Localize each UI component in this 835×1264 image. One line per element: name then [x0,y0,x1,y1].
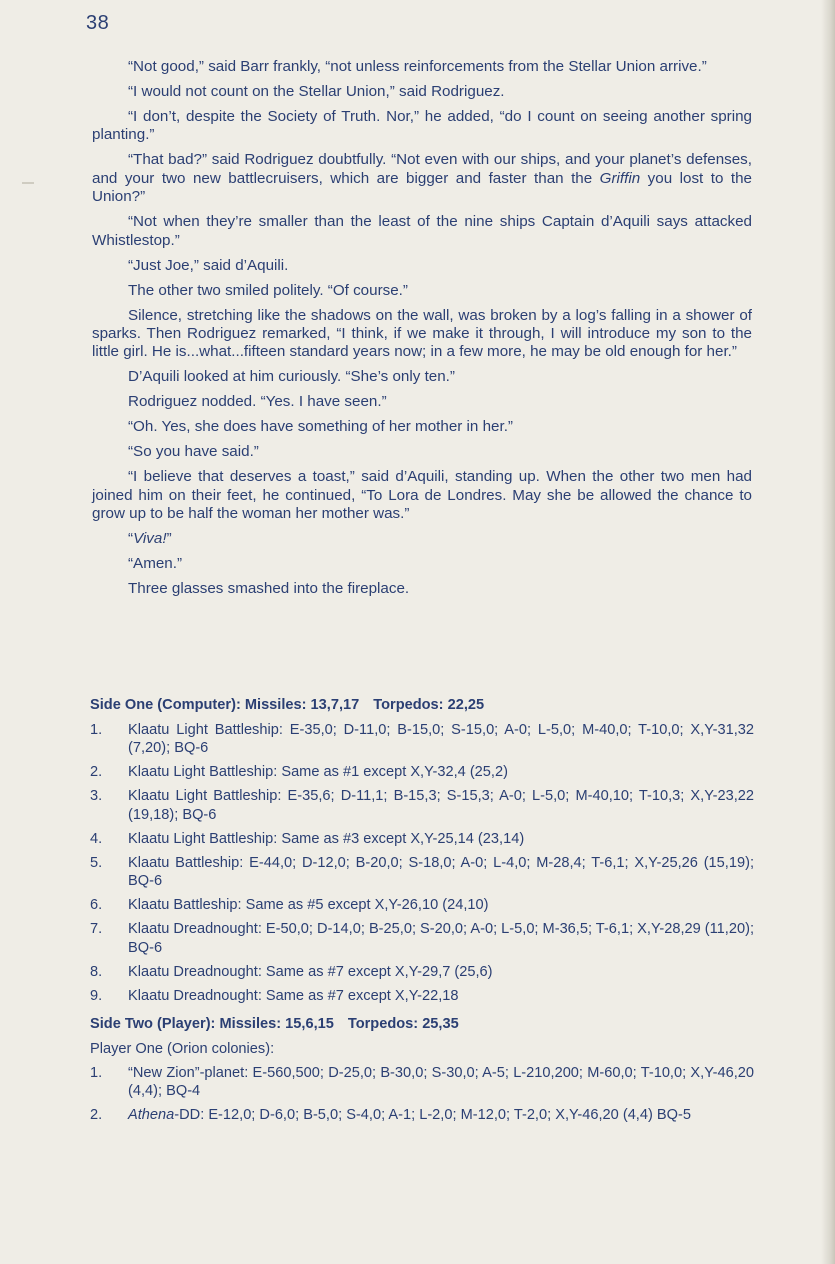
story-paragraph: D’Aquili looked at him curiously. “She’s only ten.” [128,368,455,386]
story-paragraph [92,151,752,206]
player-one-heading: Player One (Orion colonies): [90,1041,275,1058]
unit-entry [90,1064,754,1101]
unit-number: 9. [90,987,103,1004]
unit-stats: Klaatu Light Battleship: Same as #3 except X,Y-25,14 (23,14) [128,830,525,847]
story-paragraph: “I don’t, despite the Society of Truth. Nor,” he added, “do I count on seeing another spring planting.” [92,108,752,144]
story-paragraph: Three glasses smashed into the fireplace. [128,580,410,598]
unit-number: 5. [90,854,103,871]
story-paragraph: Rodriguez nodded. “Yes. I have seen.” [128,393,387,411]
unit-number: 7. [90,921,103,938]
side-one-unit-list [90,721,754,1006]
viva-italic: Viva! [133,530,167,548]
story-paragraph: “Not when they’re smaller than the least of the nine ships Captain d’Aquili says attacked Whistlestop.” [92,213,752,249]
unit-stats: -DD: E-12,0; D-6,0; B-5,0; S-4,0; A-1; L-2,0; M-12,0; T-2,0; X,Y-46,20 (4,4) BQ-5 [174,1107,691,1124]
scenario-stats [90,696,754,1130]
story-paragraph: “Just Joe,” said d’Aquili. [128,256,289,274]
unit-stats: Klaatu Dreadnought: E-50,0; D-14,0; B-25,0; S-20,0; A-0; L-5,0; M-36,5; T-6,1; X,Y-28,29 (11,20); BQ-6 [128,921,755,956]
story-paragraph: Silence, stretching like the shadows on the wall, was broken by a log’s falling in a shower of sparks. Then Rodriguez remarked, “I think, if we make it through, I will introduce my son to the little girl. He is...what...fifteen standard years now; in a few more, he may be old enough for her.” [92,306,752,361]
story-paragraph [92,530,752,548]
unit-number: 1. [90,721,103,738]
unit-stats: Klaatu Battleship: E-44,0; D-12,0; B-20,0; S-18,0; A-0; L-4,0; M-28,4; T-6,1; X,Y-25,26 (15,19); BQ-6 [128,854,754,890]
story-paragraph: “Not good,” said Barr frankly, “not unless reinforcements from the Stellar Union arrive.” [128,58,707,75]
paper-speck [22,182,34,184]
side-one-heading [90,696,754,715]
unit-stats: Klaatu Battleship: Same as #5 except X,Y-26,10 (24,10) [128,897,489,914]
story-text-run: “ [128,530,134,548]
unit-stats: Klaatu Light Battleship: E-35,6; D-11,1; B-15,3; S-15,3; A-0; L-5,0; M-40,10; T-10,3; X,Y-23,22 (19,18); BQ-6 [128,788,754,823]
story-paragraph: “I would not count on the Stellar Union,” said Rodriguez. [128,83,505,100]
story-text [92,58,752,605]
unit-entry [90,830,754,849]
unit-entry [90,787,754,824]
unit-entry [90,987,754,1006]
unit-number: 4. [90,830,103,847]
story-paragraph: “I believe that deserves a toast,” said d’Aquili, standing up. When the other two men had joined him on their feet, he continued, “To Lora de Londres. May she be allowed the chance to grow up to be half the woman her mother was.” [92,468,752,523]
story-text-run: ” [166,530,172,548]
story-paragraph: “Oh. Yes, she does have something of her mother in her.” [128,418,513,436]
unit-entry [90,963,754,982]
unit-entry [90,854,754,891]
story-text-run: you lost to the Union?” [92,169,753,206]
unit-entry [90,896,754,915]
side-one-torpedoes: Torpedos: 22,25 [373,697,485,713]
side-two-missiles: Side Two (Player): Missiles: 15,6,15 [90,1016,334,1033]
story-paragraph: “Amen.” [128,555,183,573]
side-two-torpedoes: Torpedos: 25,35 [347,1016,459,1033]
unit-entry [90,721,754,758]
unit-stats: Klaatu Dreadnought: Same as #7 except X,Y-29,7 (25,6) [128,963,493,980]
unit-number: 3. [90,788,103,805]
story-paragraph: “So you have said.” [128,443,259,461]
ship-name-italic: Athena [128,1107,175,1124]
unit-number: 6. [90,897,103,914]
unit-stats: Klaatu Light Battleship: Same as #1 except X,Y-32,4 (25,2) [128,764,508,781]
story-text-run: “That bad?” said Rodriguez doubtfully. “Not even with our ships, and your planet’s defenses, and your two new battlecruisers, which are bigger and faster than the [92,151,752,187]
unit-stats: Klaatu Light Battleship: E-35,0; D-11,0; B-15,0; S-15,0; A-0; L-5,0; M-40,0; T-10,0; X,Y-31,32 (7,20); BQ-6 [128,721,754,757]
unit-number: 1. [90,1064,103,1081]
unit-entry [90,920,754,957]
unit-stats: Klaatu Dreadnought: Same as #7 except X,Y-22,18 [128,987,459,1004]
unit-entry [90,1106,754,1125]
page-number: 38 [86,12,110,34]
side-two-heading [90,1015,754,1034]
page-edge [821,0,835,1264]
side-two-unit-list [90,1064,754,1125]
side-one-missiles: Side One (Computer): Missiles: 13,7,17 [90,697,360,713]
unit-stats: “New Zion”-planet: E-560,500; D-25,0; B-30,0; S-30,0; A-5; L-210,200; M-60,0; T-10,0; X,Y-46,20 (4,4); BQ-4 [128,1064,754,1100]
story-paragraph: The other two smiled politely. “Of course.” [128,281,408,299]
unit-entry [90,763,754,782]
unit-number: 2. [90,1107,103,1124]
unit-number: 2. [90,764,103,781]
unit-number: 8. [90,963,103,980]
ship-name-italic: Griffin [599,169,641,187]
